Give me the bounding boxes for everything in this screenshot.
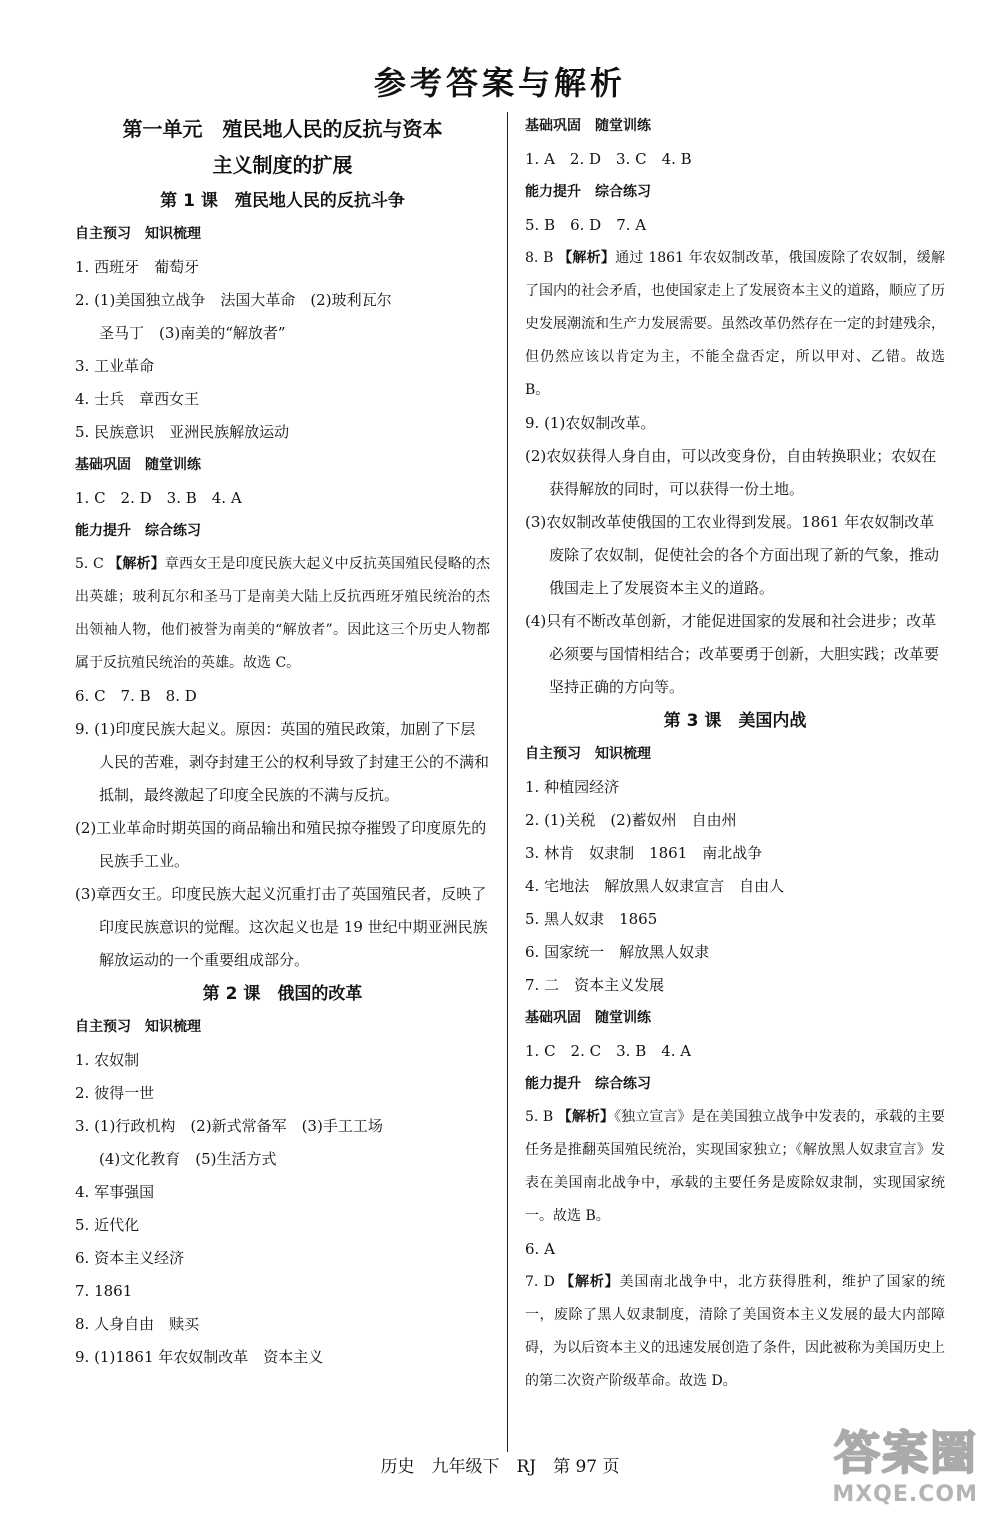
unit-title-line2: 主义制度的扩展	[212, 153, 353, 177]
answer-item: 4. 军事强国	[75, 1183, 155, 1201]
answer-item: 6. C 7. B 8. D	[75, 687, 197, 705]
answer-item: 8. 人身自由 赎买	[75, 1315, 200, 1333]
answer-analysis	[525, 1101, 945, 1233]
lesson-3-title: 第 3 课 美国内战	[663, 711, 807, 731]
lesson-1-title: 第 1 课 殖民地人民的反抗斗争	[160, 191, 405, 211]
answer-item: 2. (1)关税 (2)蓄奴州 自由州	[525, 811, 737, 829]
section-basic: 基础巩固 随堂训练	[75, 457, 201, 473]
answer-item: 5. B 6. D 7. A	[525, 216, 647, 234]
answer-item: 9. (1)农奴制改革。	[525, 414, 656, 432]
answer-item: 5. 近代化	[75, 1216, 140, 1234]
answer-analysis	[75, 548, 490, 680]
answer-item: 1. A 2. D 3. C 4. B	[525, 150, 692, 168]
lesson-2-title: 第 2 课 俄国的改革	[202, 984, 363, 1004]
analysis-tag: 【解析】	[108, 556, 165, 572]
answer-item: 9. (1)1861 年农奴制改革 资本主义	[75, 1348, 324, 1366]
right-column	[525, 110, 945, 1398]
answer-item: 1. 西班牙 葡萄牙	[75, 258, 200, 276]
left-column	[75, 110, 490, 1374]
answer-number: 7. D	[525, 1274, 555, 1290]
column-divider	[507, 112, 508, 1452]
page-footer: 历史 九年级下 RJ 第 97 页	[380, 1457, 620, 1477]
answer-number: 5. B	[525, 1109, 554, 1125]
analysis-tag: 【解析】	[558, 250, 616, 266]
section-preview: 自主预习 知识梳理	[525, 746, 651, 762]
watermark-logo	[778, 1417, 978, 1507]
page-title: 参考答案与解析	[373, 64, 626, 102]
section-basic: 基础巩固 随堂训练	[525, 118, 651, 134]
watermark-url: MXQE.COM	[832, 1482, 978, 1507]
answer-item: 1. C 2. D 3. B 4. A	[75, 489, 242, 507]
answer-item: 4. 士兵 章西女王	[75, 390, 200, 408]
answer-item: 5. 民族意识 亚洲民族解放运动	[75, 423, 290, 441]
section-preview: 自主预习 知识梳理	[75, 226, 201, 242]
answer-item: 4. 宅地法 解放黑人奴隶宣言 自由人	[525, 877, 785, 895]
answer-item: 3. (1)行政机构 (2)新式常备军 (3)手工工场	[75, 1117, 383, 1135]
answer-analysis	[525, 1266, 945, 1398]
answer-item: 3. 工业革命	[75, 357, 155, 375]
answer-item: 6. A	[525, 1240, 555, 1258]
answer-item: 3. 林肯 奴隶制 1861 南北战争	[525, 844, 763, 862]
section-preview: 自主预习 知识梳理	[75, 1019, 201, 1035]
analysis-text: 章西女王是印度民族大起义中反抗英国殖民侵略的杰出英雄；玻利瓦尔和圣马丁是南美大陆上反抗西班牙殖民统治的杰出领袖人物，他们被誉为南美的“解放者”。因此这三个历史人物都属于反抗殖民统治的英雄。故选 C。	[75, 556, 490, 671]
answer-number: 5. C	[75, 556, 104, 572]
analysis-text: 《独立宣言》是在美国独立战争中发表的，承载的主要任务是推翻英国殖民统治，实现国家独立；《解放黑人奴隶宣言》发表在美国南北战争中，承载的主要任务是废除奴隶制，实现国家统一。故选 B。	[525, 1109, 946, 1224]
answer-item: 6. 资本主义经济	[75, 1249, 185, 1267]
analysis-text: 通过 1861 年农奴制改革，俄国废除了农奴制，缓解了国内的社会矛盾，也使国家走上了发展资本主义的道路，顺应了历史发展潮流和生产力发展需要。虽然改革仍然存在一定的封建残余，但仍然应该以肯定为主，不能全盘否定，所以甲对、乙错。故选 B。	[525, 250, 946, 398]
answer-item: 1. 农奴制	[75, 1051, 140, 1069]
section-basic: 基础巩固 随堂训练	[525, 1010, 651, 1026]
answer-item: 2. (1)美国独立战争 法国大革命 (2)玻利瓦尔	[75, 291, 392, 309]
answer-item: 5. 黑人奴隶 1865	[525, 910, 658, 928]
answer-subitem: (4)只有不断改革创新，才能促进国家的发展和社会进步；改革必须要与国情相结合；改革要勇于创新，大胆实践；改革要坚持正确的方向等。	[525, 612, 940, 696]
answer-subitem: (2)工业革命时期英国的商品输出和殖民掠夺摧毁了印度原先的民族手工业。	[75, 819, 487, 870]
answer-number: 8. B	[525, 250, 554, 266]
analysis-tag: 【解析】	[560, 1274, 620, 1290]
answer-item: 1. 种植园经济	[525, 778, 620, 796]
answer-subitem: (2)农奴获得人身自由，可以改变身份，自由转换职业；农奴在获得解放的同时，可以获得一份土地。	[525, 447, 937, 498]
answer-item-cont: 圣马丁 (3)南美的“解放者”	[99, 324, 286, 342]
answer-item: 2. 彼得一世	[75, 1084, 155, 1102]
answer-item-cont: (4)文化教育 (5)生活方式	[99, 1150, 277, 1168]
answer-subitem: (3)农奴制改革使俄国的工农业得到发展。1861 年农奴制改革废除了农奴制，促使社会的各个方面出现了新的气象，推动俄国走上了发展资本主义的道路。	[525, 513, 940, 597]
analysis-text: 美国南北战争中，北方获得胜利，维护了国家的统一，废除了黑人奴隶制度，清除了美国资本主义发展的最大内部障碍，为以后资本主义的迅速发展创造了条件，因此被称为美国历史上的第二次资产阶级革命。故选 D。	[525, 1274, 946, 1389]
answer-item: 7. 1861	[75, 1282, 133, 1300]
answer-item: 9. (1)印度民族大起义。原因：英国的殖民政策，加剧了下层人民的苦难，剥夺封建王公的权利导致了封建王公的不满和抵制，最终激起了印度全民族的不满与反抗。	[75, 720, 490, 804]
section-advanced: 能力提升 综合练习	[525, 1076, 651, 1092]
answer-item: 7. 二 资本主义发展	[525, 976, 665, 994]
answer-item: 1. C 2. C 3. B 4. A	[525, 1042, 692, 1060]
analysis-tag: 【解析】	[557, 1109, 615, 1125]
section-advanced: 能力提升 综合练习	[75, 523, 201, 539]
section-advanced: 能力提升 综合练习	[525, 184, 651, 200]
watermark-text: 答案圈	[834, 1426, 978, 1480]
answer-analysis	[525, 242, 945, 407]
answer-subitem: (3)章西女王。印度民族大起义沉重打击了英国殖民者，反映了印度民族意识的觉醒。这次起义也是 19 世纪中期亚洲民族解放运动的一个重要组成部分。	[75, 885, 488, 969]
answer-item: 6. 国家统一 解放黑人奴隶	[525, 943, 710, 961]
unit-title: 第一单元 殖民地人民的反抗与资本	[122, 117, 443, 141]
